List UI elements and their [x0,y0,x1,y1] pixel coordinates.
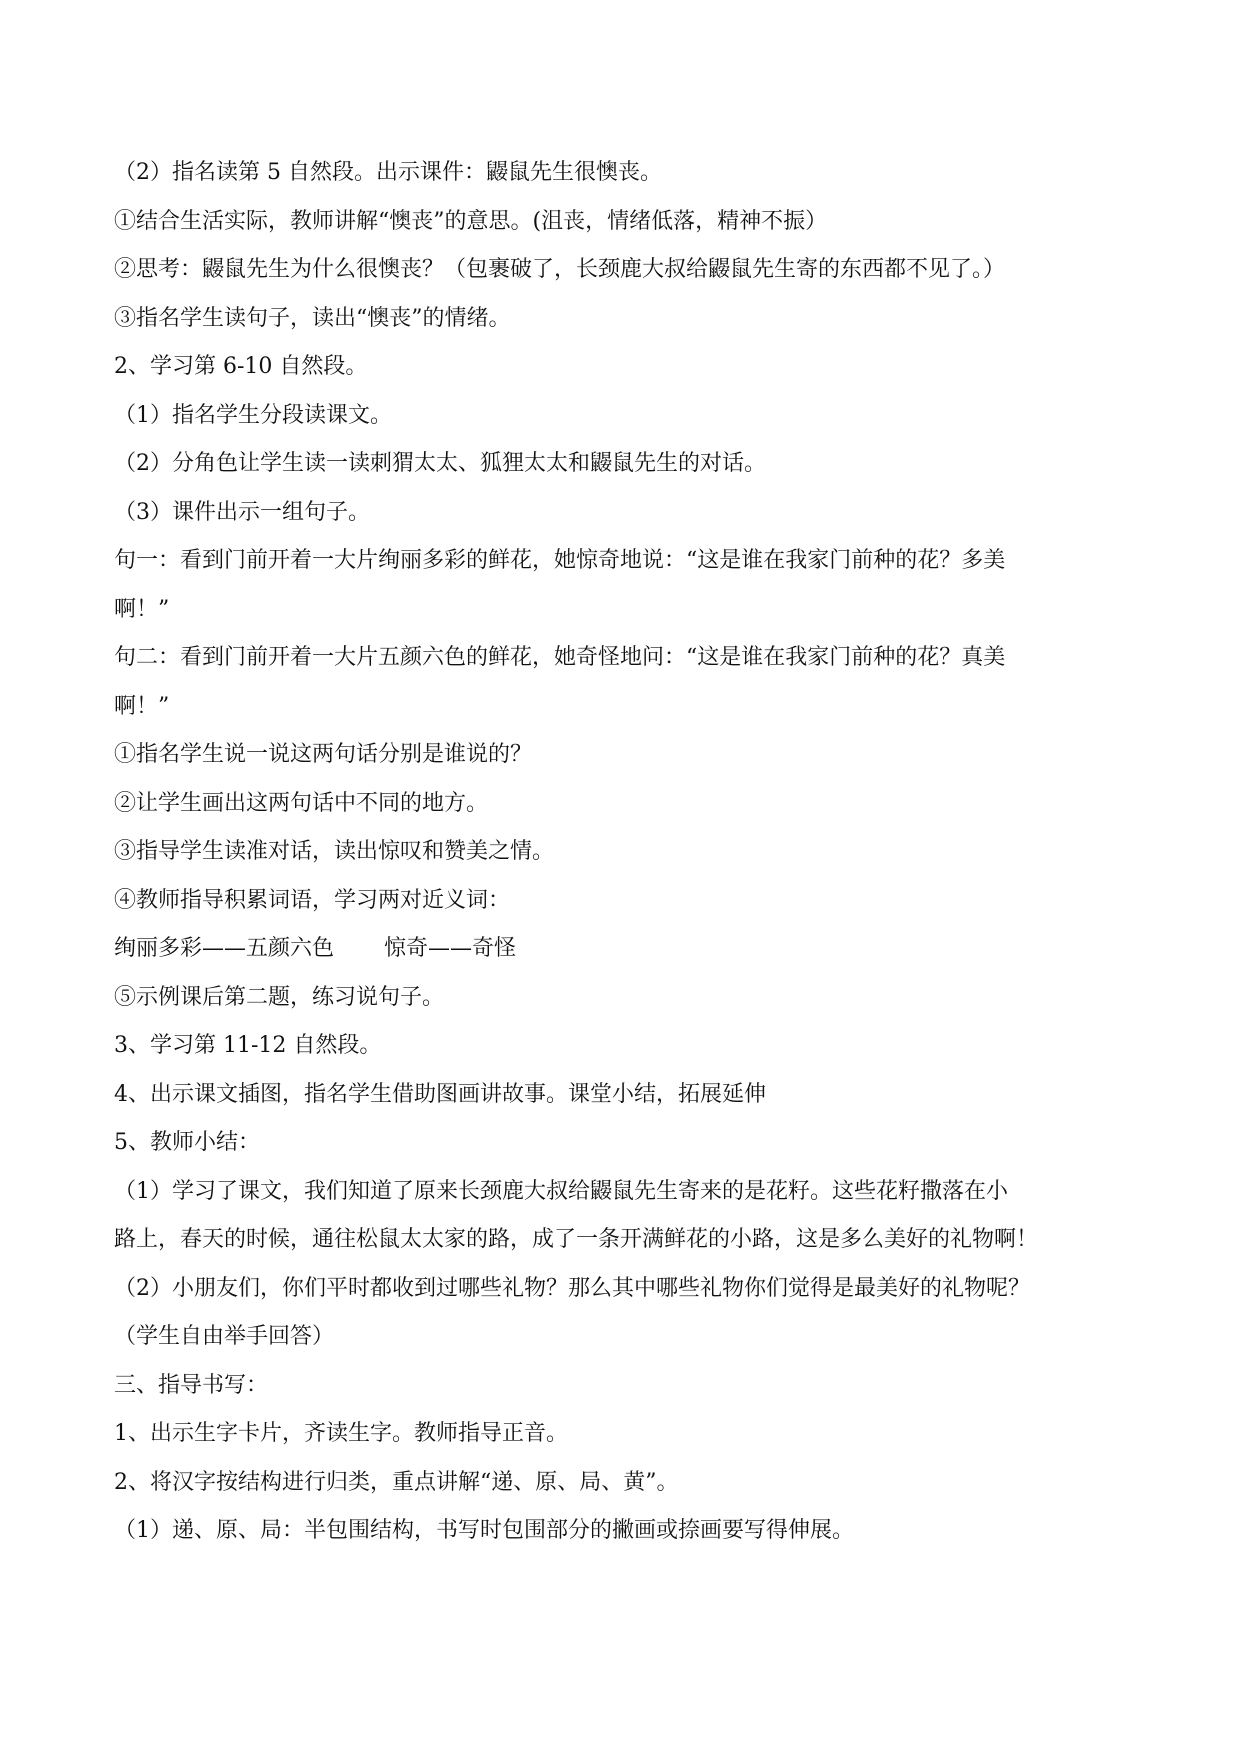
synonym-pair-line [114,934,1134,983]
text-line: ①指名学生说一说这两句话分别是谁说的？ [114,742,533,767]
text-line: ③指名学生读句子，读出“懊丧”的情绪。 [114,305,511,331]
text-line: 啊！” [114,596,170,622]
text-line: （1）学习了课文，我们知道了原来长颈鹿大叔给鼹鼠先生寄来的是花籽。这些花籽撒落在小 [114,1178,1009,1204]
text-line: ④教师指导积累词语，学习两对近义词： [114,887,511,913]
text-line: ①结合生活实际，教师讲解“懊丧”的意思。(沮丧，情绪低落，精神不振） [114,208,828,234]
text-line: 句一：看到门前开着一大片绚丽多彩的鲜花，她惊奇地说：“这是谁在我家门前种的花？多美 [114,548,1006,573]
text-line: ⑤示例课后第二题，练习说句子。 [114,984,445,1010]
text-line: ②思考：鼹鼠先生为什么很懊丧？（包裹破了，长颈鹿大叔给鼹鼠先生寄的东西都不见了。） [114,257,1006,282]
text-line: 1、出示生字卡片，齐读生字。教师指导正音。 [114,1421,568,1446]
text-line: （3）课件出示一组句子。 [114,499,370,525]
document-body [114,158,1134,1565]
text-line: 4、出示课文插图，指名学生借助图画讲故事。课堂小结，拓展延伸 [114,1081,766,1107]
text-line: ③指导学生读准对话，读出惊叹和赞美之情。 [114,839,555,864]
text-line: ②让学生画出这两句话中不同的地方。 [114,790,489,816]
text-line: （学生自由举手回答） [114,1324,335,1349]
text-line: 2、学习第 6-10 自然段。 [114,354,368,379]
text-line: （2）小朋友们，你们平时都收到过哪些礼物？那么其中哪些礼物你们觉得是最美好的礼物呢？ [114,1275,1031,1301]
text-line: （2）分角色让学生读一读刺猬太太、狐狸太太和鼹鼠先生的对话。 [114,451,766,476]
text-line: 2、将汉字按结构进行归类，重点讲解“递、原、局、黄”。 [114,1469,679,1495]
text-line: 3、学习第 11-12 自然段。 [114,1033,382,1058]
text-line: （1）指名学生分段读课文。 [114,402,392,428]
text-line: 句二：看到门前开着一大片五颜六色的鲜花，她奇怪地问：“这是谁在我家门前种的花？真美 [114,645,1006,670]
text-line: 啊！” [114,693,170,719]
text-line: （2）指名读第 5 自然段。出示课件：鼹鼠先生很懊丧。 [114,160,662,185]
text-line: （1）递、原、局：半包围结构，书写时包围部分的撇画或捺画要写得伸展。 [114,1518,854,1543]
synonym-pair-first: 绚丽多彩——五颜六色 [114,936,335,961]
synonym-pair-second: 惊奇——奇怪 [384,936,517,961]
text-line: 路上，春天的时候，通往松鼠太太家的路，成了一条开满鲜花的小路，这是多么美好的礼物啊！ [114,1227,1039,1252]
text-line: 三、指导书写： [114,1372,269,1398]
text-line: 5、教师小结： [114,1130,260,1155]
